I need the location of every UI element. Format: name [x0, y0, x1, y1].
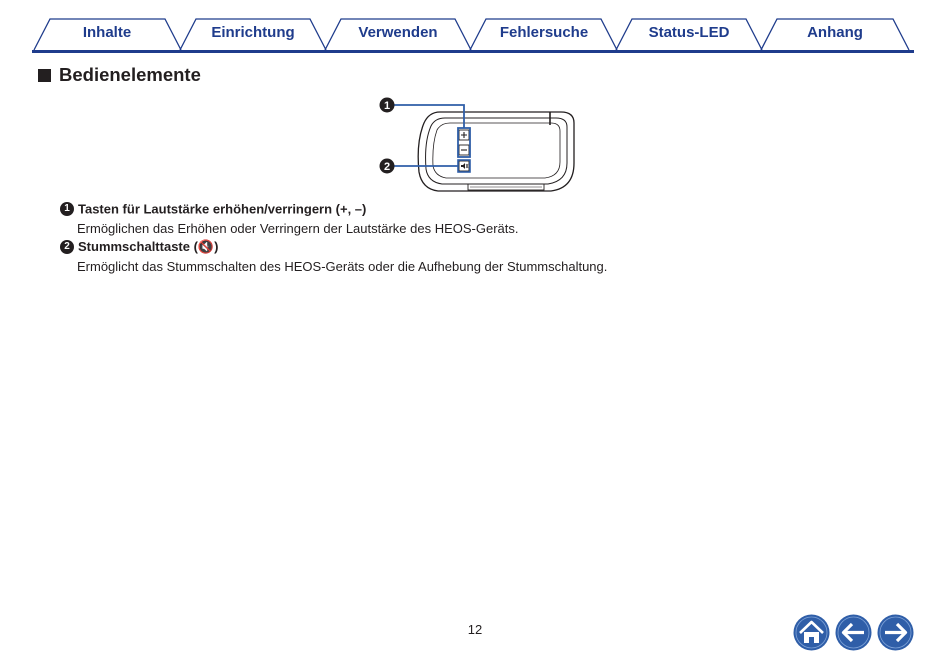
- list-item-volume: [60, 200, 519, 236]
- volume-buttons: [458, 128, 470, 157]
- callout-2-number: 2: [383, 161, 391, 173]
- item-description: Ermöglichen das Erhöhen oder Verringern der Lautstärke des HEOS-Geräts.: [77, 221, 519, 236]
- callout-2: [380, 159, 395, 174]
- device-diagram: [375, 90, 580, 198]
- tab-status-led[interactable]: Status-LED: [648, 24, 730, 41]
- heading-square-icon: [38, 69, 51, 82]
- tab-inhalte[interactable]: Inhalte: [82, 24, 132, 41]
- callout-1: [380, 98, 395, 113]
- callout-lines: [394, 105, 464, 166]
- item-title: Stummschalttaste (🔇): [78, 238, 219, 254]
- tab-bar: [0, 0, 950, 56]
- tab-einrichtung[interactable]: Einrichtung: [211, 24, 295, 41]
- nav-buttons: [793, 614, 914, 651]
- back-button[interactable]: [835, 614, 872, 651]
- forward-button[interactable]: [877, 614, 914, 651]
- callout-1-number: 1: [383, 100, 391, 112]
- tab-anhang[interactable]: Anhang: [807, 24, 863, 41]
- section-title: Bedienelemente: [59, 64, 201, 85]
- tab-verwenden[interactable]: Verwenden: [358, 24, 438, 41]
- item-number-badge: 2: [60, 240, 74, 254]
- mute-button: [458, 160, 470, 172]
- list-item-mute: [60, 238, 607, 274]
- device-body: [418, 112, 574, 191]
- item-number-badge: 1: [60, 202, 74, 216]
- page-number: 12: [467, 622, 483, 637]
- item-title: Tasten für Lautstärke erhöhen/verringern (+, –): [78, 201, 367, 217]
- home-button[interactable]: [793, 614, 830, 651]
- section-heading: [38, 64, 201, 86]
- item-description: Ermöglicht das Stummschalten des HEOS-Geräts oder die Aufhebung der Stummschaltung.: [77, 259, 608, 274]
- tab-fehlersuche[interactable]: Fehlersuche: [499, 24, 589, 41]
